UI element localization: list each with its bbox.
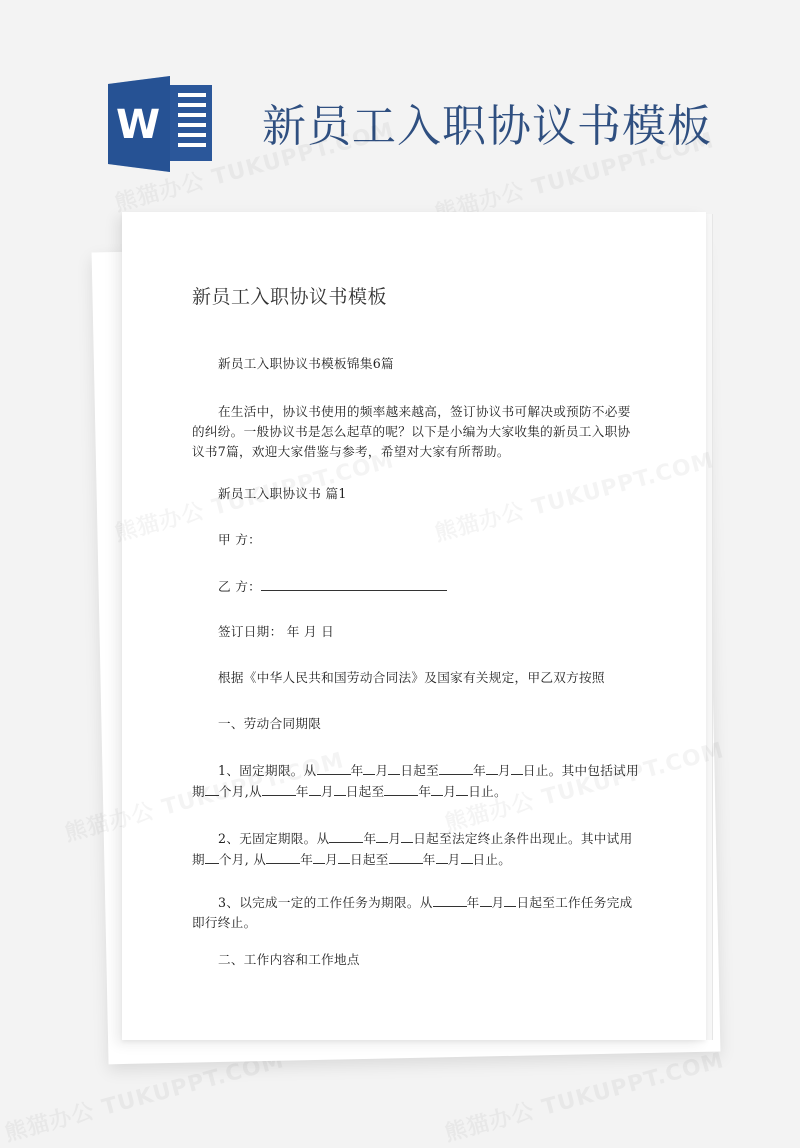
section-heading: 新员工入职协议书 篇1	[218, 486, 347, 501]
watermark	[441, 1043, 727, 1148]
item-3: 3、以完成一定的工作任务为期限。从 年 月 日起至工作任务完成即行终止。	[192, 892, 642, 933]
party-b-label: 乙 方：	[218, 579, 261, 594]
subtitle: 新员工入职协议书模板锦集6篇	[218, 356, 394, 371]
party-b-blank	[261, 576, 447, 591]
document-page	[122, 212, 706, 1040]
header-title: 新员工入职协议书模板	[262, 101, 712, 152]
word-icon	[108, 76, 214, 172]
basis-paragraph: 根据《中华人民共和国劳动合同法》及国家有关规定，甲乙双方按照	[218, 670, 605, 685]
document-title: 新员工入职协议书模板	[192, 286, 388, 308]
clause1-heading: 一、劳动合同期限	[218, 716, 322, 731]
sign-date: 签订日期： 年 月 日	[218, 624, 335, 639]
clause2-heading: 二、工作内容和工作地点	[218, 952, 360, 967]
party-b-row	[218, 576, 668, 597]
item-1: 1、固定期限。从 年 月 日起至 年 月 日止。其中包括试用期 个月,从 年 月 日起至 年 月 日止。	[192, 760, 642, 802]
intro-paragraph: 在生活中，协议书使用的频率越来越高，签订协议书可解决或预防不必要的纠纷。一般协议书是怎么起草的呢？以下是小编为大家收集的新员工入职协议书7篇，欢迎大家借鉴与参考，希望对大家有所帮助。	[192, 404, 631, 459]
item-2: 2、无固定期限。从 年 月 日起至法定终止条件出现止。其中试用期 个月, 从 年 月 日起至 年 月 日止。	[192, 828, 642, 870]
svg-text:W: W	[115, 102, 161, 148]
party-a-label: 甲 方：	[218, 532, 261, 547]
